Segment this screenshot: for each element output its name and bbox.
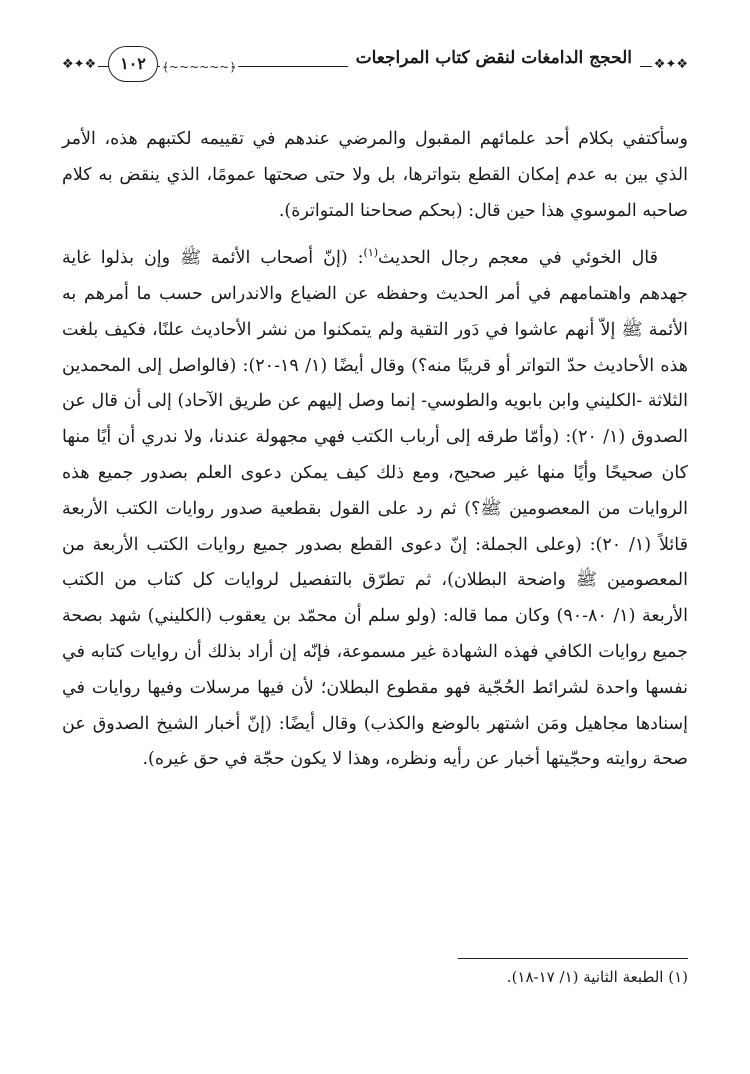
page-header [60,42,690,92]
paragraph-2 [62,235,688,778]
paragraph-2-start: قال الخوئي في معجم رجال الحديث [378,248,658,269]
running-title: الحجج الدامغات لنقض كتاب المراجعات [348,48,640,68]
footnote: (١) الطبعة الثانية (١/ ١٧-١٨). [506,968,688,986]
paragraph-1: وسأكتفي بكلام أحد علمائهم المقبول والمرضي عندهم في تقييمه لكتبهم هذه، الأمر الذي بين به عدم إمكان القطع بتواترها، بل ولا حتى صحتها عمومًا، الذي ينقض به كلام صاحبه الموسوي هذا حين قال: (بحكم صحاحنا المتواترة). [62,129,688,221]
footnote-rule [458,958,688,959]
paragraph-2-rest: : (إنّ أصحاب الأئمة ﷺ وإن بذلوا غاية جهدهم واهتمامهم في أمر الحديث وحفظه عن الضياع والاندراس حسب ما أمرهم به الأئمة ﷺ إلاّ أنهم عاشوا في دَور التقية ولم يتمكنوا من نشر الأحاديث علنًا، فكيف بلغت هذه الأحاديث حدّ التواتر أو قريبًا منه؟) وقال أيضًا (١/ ١٩-٢٠): (فالواصل إلى المحمدين الثلاثة -الكليني وابن بابويه والطوسي- إنما وصل إليهم عن طريق الآحاد) إلى أن قال عن الصدوق (١/ ٢٠): (وأمّا طرقه إلى أرباب الكتب فهي مجهولة عندنا، ولا ندري أن أيًا منها كان صحيحًا وأيًا منها غير صحيح، ومع ذلك كيف يمكن دعوى العلم بصدور جميع هذه الروايات من المعصومين ﷺ؟) ثم رد على القول بقطعية صدور روايات الكتب الأربعة قائلاً (١/ ٢٠): (وعلى الجملة: إنّ دعوى القطع بصدور جميع روايات الكتب الأربعة من المعصومين ﷺ واضحة البطلان)، ثم تطرّق بالتفصيل لروايات كل كتاب من الكتب الأربعة (١/ ٨٠-٩٠) وكان مما قاله: (ولو سلم أن محمّد بن يعقوب (الكليني) شهد بصحة جميع روايات الكافي فهذه الشهادة غير مسموعة، فإنّه إن أراد بذلك أن روايات كتابه في نفسها واحدة لشرائط الحُجّية فهو مقطوع البطلان؛ لأن فيها مرسلات وفيها روايات في إسنادها مجاهيل ومَن اشتهر بالوضع والكذب) وقال أيضًا: (إنّ أخبار الشيخ الصدوق عن صحة روايته وحجّيتها أخبار عن رأيه ونظره، وهذا لا يكون حجّة في حق غيره). [62,248,689,770]
header-ornament-right: ❖✦❖ [652,54,690,76]
header-flourish: ﴾~~~~~~﴿ [162,60,237,74]
page-number: ١٠٢ [108,46,158,82]
header-ornament-left: ❖✦❖ [60,54,98,76]
footnote-reference: (١) [363,246,379,260]
main-text [62,122,688,778]
